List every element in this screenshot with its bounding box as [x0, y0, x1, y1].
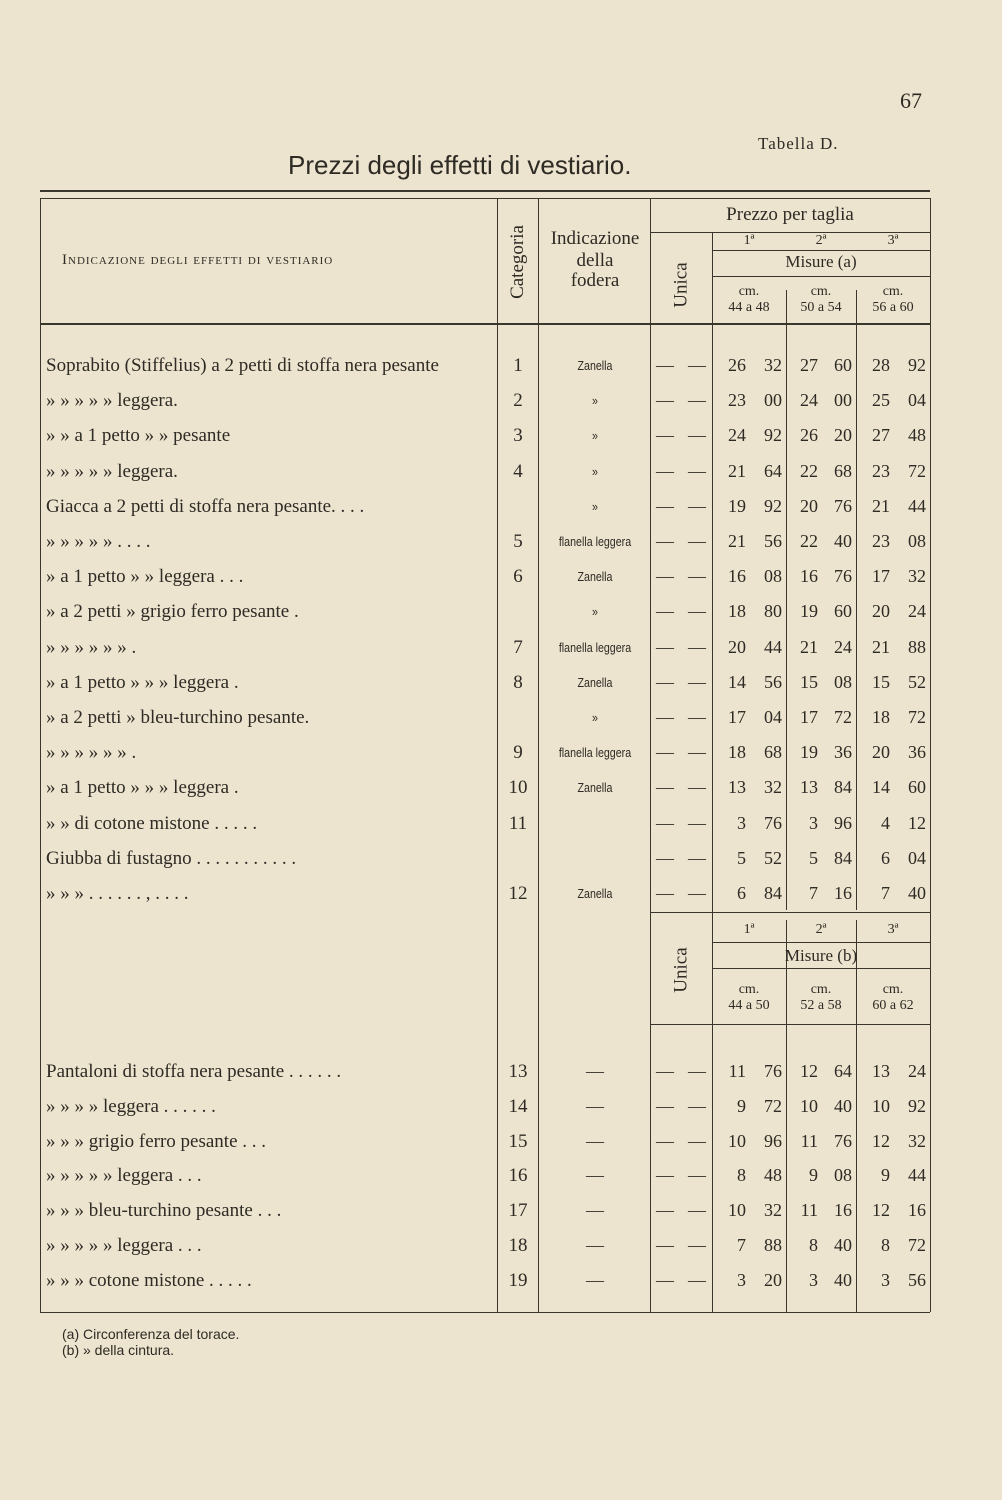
row-price-value: 00: [764, 390, 782, 410]
row-price-value: 92: [764, 425, 782, 445]
row-price-value: 8: [737, 1165, 746, 1185]
row-price-value: 56: [764, 531, 782, 551]
row-price-value: 96: [764, 1131, 782, 1151]
row-fodera: flanella leggera: [558, 640, 632, 655]
row-category: 6: [513, 566, 523, 587]
row-price-value: 14: [728, 672, 746, 692]
row-price-value: 36: [908, 742, 926, 762]
row-fodera: flanella leggera: [558, 745, 632, 760]
row-category: 10: [508, 777, 528, 798]
row-price-value: 40: [834, 1096, 852, 1116]
row-price-value: 08: [764, 566, 782, 586]
row-price-value: 14: [872, 777, 890, 797]
misure-underline: [712, 276, 930, 277]
row-price-value: 8: [809, 1235, 818, 1255]
row-price-value: 40: [834, 1270, 852, 1290]
row-unica-dash: —: [656, 637, 674, 657]
row-price-value: 7: [809, 883, 818, 903]
row-price-value: 76: [834, 566, 852, 586]
row-category: 2: [513, 390, 523, 411]
subheader-bottom-border: [650, 1024, 930, 1025]
left-border: [40, 198, 41, 1312]
row-price-value: 21: [728, 531, 746, 551]
table-top-border: [40, 190, 930, 192]
row-unica-dash: —: [656, 461, 674, 481]
row-price-value: 56: [908, 1270, 926, 1290]
row-price-value: 56: [764, 672, 782, 692]
row-unica-dash: —: [688, 496, 706, 516]
row-unica-dash: —: [656, 777, 674, 797]
row-unica-dash: —: [688, 883, 706, 903]
row-price-value: 72: [834, 707, 852, 727]
row-price-value: 84: [834, 848, 852, 868]
row-price-value: 25: [872, 390, 890, 410]
row-fodera: »: [592, 710, 598, 725]
row-price-value: 44: [908, 496, 926, 516]
row-price-value: 96: [834, 813, 852, 833]
row-category: 16: [508, 1165, 528, 1186]
row-price-value: 48: [764, 1165, 782, 1185]
header-taglia-2: 2ª: [815, 233, 827, 248]
row-price-value: 72: [908, 1235, 926, 1255]
row-fodera: Zanella: [577, 886, 613, 901]
subheader-taglia-2: 2ª: [815, 922, 827, 937]
subheader-taglia-underline: [712, 942, 930, 943]
row-price-value: 08: [908, 531, 926, 551]
row-fodera: Zanella: [577, 358, 613, 373]
row-unica-dash: —: [656, 707, 674, 727]
row-price-value: 18: [728, 601, 746, 621]
row-unica-dash: —: [688, 531, 706, 551]
row-price-value: 11: [728, 1061, 746, 1081]
row-price-value: 21: [728, 461, 746, 481]
subheader-taglia-3: 3ª: [887, 922, 899, 937]
subheader-cm-2: cm.: [810, 982, 832, 997]
row-price-value: 76: [764, 1061, 782, 1081]
row-price-value: 15: [872, 672, 890, 692]
row-price-value: 23: [728, 390, 746, 410]
row-price-value: 22: [800, 461, 818, 481]
row-category: 17: [508, 1200, 528, 1221]
row-price-value: 32: [764, 1200, 782, 1220]
header-fodera-1: Indicazione: [550, 228, 640, 249]
row-unica-dash: —: [656, 1200, 674, 1220]
row-price-value: 17: [728, 707, 746, 727]
row-description: Soprabito (Stiffelius) a 2 petti di stoffa nera pesante: [46, 355, 439, 376]
table-bottom-border: [40, 1312, 930, 1313]
col-divider-cat: [538, 198, 539, 1312]
row-unica-dash: —: [656, 742, 674, 762]
row-fodera: Zanella: [577, 569, 613, 584]
row-price-value: 15: [800, 672, 818, 692]
row-price-value: 72: [908, 461, 926, 481]
row-price-value: 92: [764, 496, 782, 516]
row-unica-dash: —: [688, 1131, 706, 1151]
row-price-value: 8: [881, 1235, 890, 1255]
row-price-value: 27: [872, 425, 890, 445]
row-unica-dash: —: [688, 566, 706, 586]
row-price-value: 18: [728, 742, 746, 762]
row-fodera: Zanella: [577, 780, 613, 795]
row-price-value: 08: [834, 1165, 852, 1185]
header-taglia-3: 3ª: [887, 233, 899, 248]
row-price-value: 10: [728, 1200, 746, 1220]
row-price-value: 24: [908, 1061, 926, 1081]
row-description: » » » grigio ferro pesante . . .: [46, 1131, 267, 1152]
row-price-value: 20: [872, 742, 890, 762]
row-fodera: »: [592, 604, 598, 619]
row-price-value: 32: [908, 1131, 926, 1151]
row-price-value: 84: [834, 777, 852, 797]
row-fodera-dash: —: [586, 1096, 604, 1116]
row-unica-dash: —: [688, 1235, 706, 1255]
row-unica-dash: —: [688, 813, 706, 833]
row-price-value: 5: [737, 848, 746, 868]
row-price-value: 72: [908, 707, 926, 727]
footnote-a: (a) Circonferenza del torace.: [62, 1326, 240, 1342]
row-price-value: 36: [834, 742, 852, 762]
row-price-value: 4: [881, 813, 890, 833]
row-unica-dash: —: [656, 813, 674, 833]
row-unica-dash: —: [688, 1165, 706, 1185]
row-price-value: 04: [908, 390, 926, 410]
row-price-value: 3: [809, 813, 818, 833]
row-fodera-dash: —: [586, 1165, 604, 1185]
row-description: » a 1 petto » » » leggera .: [46, 777, 239, 798]
row-category: 18: [508, 1235, 528, 1256]
row-price-value: 24: [834, 637, 852, 657]
row-fodera: flanella leggera: [558, 534, 632, 549]
subheader-cm-1: cm.: [738, 982, 760, 997]
header-fodera-3: fodera: [570, 270, 620, 291]
row-price-value: 19: [800, 601, 818, 621]
subheader-unica: Unica: [671, 947, 692, 993]
header-taglia-1: 1ª: [743, 233, 755, 248]
row-price-value: 9: [737, 1096, 746, 1116]
row-price-value: 80: [764, 601, 782, 621]
header-unica: Unica: [671, 262, 692, 308]
row-price-value: 10: [872, 1096, 890, 1116]
row-category: 8: [513, 672, 523, 693]
subheader-misure-underline: [712, 968, 930, 969]
row-description: » » » . . . . . . , . . . .: [46, 883, 189, 904]
row-price-value: 10: [800, 1096, 818, 1116]
row-price-value: 9: [809, 1165, 818, 1185]
row-description: » » di cotone mistone . . . . .: [46, 813, 258, 834]
row-unica-dash: —: [656, 1131, 674, 1151]
row-price-value: 64: [834, 1061, 852, 1081]
header-misure-a: Misure (a): [785, 252, 857, 271]
header-cm-3: cm.: [882, 284, 904, 299]
row-price-value: 88: [764, 1235, 782, 1255]
row-price-value: 21: [800, 637, 818, 657]
row-price-value: 04: [764, 707, 782, 727]
row-price-value: 17: [800, 707, 818, 727]
row-price-value: 32: [764, 777, 782, 797]
row-price-value: 44: [908, 1165, 926, 1185]
row-unica-dash: —: [656, 1165, 674, 1185]
row-fodera-dash: —: [586, 1061, 604, 1081]
header-categoria-cell: [500, 225, 536, 299]
row-unica-dash: —: [688, 355, 706, 375]
row-description: » » » » » leggera . . .: [46, 1165, 202, 1186]
header-range-a-2: 50 a 54: [800, 300, 842, 315]
row-price-value: 16: [728, 566, 746, 586]
row-category: 5: [513, 531, 523, 552]
row-price-value: 12: [908, 813, 926, 833]
row-price-value: 68: [764, 742, 782, 762]
row-price-value: 92: [908, 1096, 926, 1116]
row-price-value: 20: [800, 496, 818, 516]
row-price-value: 68: [834, 461, 852, 481]
row-description: Giubba di fustagno . . . . . . . . . . .: [46, 848, 297, 869]
row-unica-dash: —: [688, 1200, 706, 1220]
row-price-value: 7: [737, 1235, 746, 1255]
taglia-underline: [712, 250, 930, 251]
row-fodera: »: [592, 393, 598, 408]
row-fodera-dash: —: [586, 1200, 604, 1220]
row-price-value: 3: [737, 1270, 746, 1290]
row-category: 9: [513, 742, 523, 763]
row-description: » » » » » leggera.: [46, 461, 178, 482]
row-price-value: 26: [800, 425, 818, 445]
row-category: 15: [508, 1131, 528, 1152]
row-price-value: 16: [908, 1200, 926, 1220]
row-price-value: 27: [800, 355, 818, 375]
row-price-value: 18: [872, 707, 890, 727]
row-price-value: 22: [800, 531, 818, 551]
row-price-value: 08: [834, 672, 852, 692]
row-unica-dash: —: [688, 1061, 706, 1081]
row-price-value: 88: [908, 637, 926, 657]
row-price-value: 52: [764, 848, 782, 868]
row-price-value: 00: [834, 390, 852, 410]
row-unica-dash: —: [688, 848, 706, 868]
row-unica-dash: —: [656, 1061, 674, 1081]
row-description: Pantaloni di stoffa nera pesante . . . . . .: [46, 1061, 342, 1082]
row-description: » » » » » » .: [46, 637, 137, 658]
row-unica-dash: —: [656, 1235, 674, 1255]
row-unica-dash: —: [656, 601, 674, 621]
row-fodera: Zanella: [577, 675, 613, 690]
row-price-value: 76: [764, 813, 782, 833]
row-description: » » » » » leggera.: [46, 390, 178, 411]
row-fodera: »: [592, 499, 598, 514]
row-price-value: 60: [834, 601, 852, 621]
row-price-value: 04: [908, 848, 926, 868]
row-price-value: 3: [809, 1270, 818, 1290]
row-price-value: 21: [872, 637, 890, 657]
row-price-value: 19: [800, 742, 818, 762]
subheader-range-b-2: 52 a 58: [800, 998, 842, 1013]
header-unica-cell: [662, 262, 702, 308]
page-title: Prezzi degli effetti di vestiario.: [288, 150, 632, 180]
row-price-value: 16: [834, 1200, 852, 1220]
row-price-value: 3: [737, 813, 746, 833]
subheader-top-border: [650, 912, 930, 913]
row-price-value: 28: [872, 355, 890, 375]
header-categoria: Categoria: [507, 225, 529, 299]
header-cm-2: cm.: [810, 284, 832, 299]
row-unica-dash: —: [656, 566, 674, 586]
header-prezzo: Prezzo per taglia: [726, 204, 854, 225]
row-unica-dash: —: [688, 707, 706, 727]
row-unica-dash: —: [656, 848, 674, 868]
row-category: 14: [508, 1096, 528, 1117]
row-fodera: »: [592, 428, 598, 443]
header-indicazione: Indicazione degli effetti di vestiario: [62, 252, 334, 268]
subheader-range-b-1: 44 a 50: [728, 998, 770, 1013]
row-price-value: 10: [728, 1131, 746, 1151]
row-unica-dash: —: [688, 461, 706, 481]
row-price-value: 72: [764, 1096, 782, 1116]
row-category: 11: [508, 813, 528, 834]
row-price-value: 11: [800, 1200, 818, 1220]
row-price-value: 44: [764, 637, 782, 657]
right-border: [930, 198, 931, 1312]
row-unica-dash: —: [656, 390, 674, 410]
row-price-value: 20: [872, 601, 890, 621]
row-unica-dash: —: [688, 390, 706, 410]
row-price-value: 40: [908, 883, 926, 903]
row-category: 19: [508, 1270, 528, 1291]
row-price-value: 12: [800, 1061, 818, 1081]
row-category: 3: [513, 425, 523, 446]
row-description: » » » cotone mistone . . . . .: [46, 1270, 252, 1291]
row-price-value: 23: [872, 461, 890, 481]
row-description: » » » » » » .: [46, 742, 137, 763]
header-cm-1: cm.: [738, 284, 760, 299]
subheader-unica-cell: [662, 947, 702, 993]
row-unica-dash: —: [688, 425, 706, 445]
row-price-value: 76: [834, 1131, 852, 1151]
row-unica-dash: —: [688, 672, 706, 692]
page-number: 67: [900, 88, 922, 113]
row-price-value: 19: [728, 496, 746, 516]
row-price-value: 40: [834, 531, 852, 551]
row-description: » a 2 petti » grigio ferro pesante .: [46, 601, 299, 622]
row-price-value: 20: [764, 1270, 782, 1290]
subheader-range-b-3: 60 a 62: [872, 998, 914, 1013]
row-description: » » » » » . . . .: [46, 531, 151, 552]
row-unica-dash: —: [688, 777, 706, 797]
row-unica-dash: —: [656, 883, 674, 903]
row-unica-dash: —: [688, 1270, 706, 1290]
row-price-value: 13: [872, 1061, 890, 1081]
row-price-value: 17: [872, 566, 890, 586]
row-category: 13: [508, 1061, 528, 1082]
row-price-value: 12: [872, 1131, 890, 1151]
row-price-value: 12: [872, 1200, 890, 1220]
row-price-value: 16: [800, 566, 818, 586]
row-price-value: 84: [764, 883, 782, 903]
row-category: 7: [513, 637, 523, 658]
row-description: » a 1 petto » » » leggera .: [46, 672, 239, 693]
row-unica-dash: —: [688, 1096, 706, 1116]
row-price-value: 6: [881, 848, 890, 868]
row-unica-dash: —: [656, 1270, 674, 1290]
row-unica-dash: —: [656, 355, 674, 375]
row-description: » » » bleu-turchino pesante . . .: [46, 1200, 282, 1221]
row-price-value: 24: [908, 601, 926, 621]
row-unica-dash: —: [656, 672, 674, 692]
row-price-value: 20: [728, 637, 746, 657]
row-price-value: 13: [800, 777, 818, 797]
row-price-value: 16: [834, 883, 852, 903]
row-description: » » a 1 petto » » pesante: [46, 425, 231, 446]
subheader-cm-3: cm.: [882, 982, 904, 997]
row-category: 4: [513, 461, 523, 482]
row-price-value: 9: [881, 1165, 890, 1185]
row-category: 1: [513, 355, 523, 376]
row-price-value: 24: [728, 425, 746, 445]
footnote-b: (b) » della cintura.: [62, 1342, 175, 1358]
row-price-value: 32: [764, 355, 782, 375]
row-unica-dash: —: [656, 1096, 674, 1116]
row-price-value: 13: [728, 777, 746, 797]
row-unica-dash: —: [656, 496, 674, 516]
row-price-value: 40: [834, 1235, 852, 1255]
row-description: » a 2 petti » bleu-turchino pesante.: [46, 707, 310, 728]
row-description: » a 1 petto » » leggera . . .: [46, 566, 244, 587]
row-unica-dash: —: [688, 601, 706, 621]
row-fodera: »: [592, 464, 598, 479]
row-price-value: 52: [908, 672, 926, 692]
row-unica-dash: —: [688, 742, 706, 762]
row-price-value: 32: [908, 566, 926, 586]
row-price-value: 24: [800, 390, 818, 410]
row-price-value: 60: [834, 355, 852, 375]
row-description: » » » » » leggera . . .: [46, 1235, 202, 1256]
row-price-value: 11: [800, 1131, 818, 1151]
row-price-value: 7: [881, 883, 890, 903]
row-price-value: 23: [872, 531, 890, 551]
row-price-value: 64: [764, 461, 782, 481]
row-price-value: 76: [834, 496, 852, 516]
row-price-value: 3: [881, 1270, 890, 1290]
row-fodera-dash: —: [586, 1270, 604, 1290]
row-price-value: 5: [809, 848, 818, 868]
row-price-value: 60: [908, 777, 926, 797]
subheader-taglia-1: 1ª: [743, 922, 755, 937]
row-price-value: 92: [908, 355, 926, 375]
row-price-value: 48: [908, 425, 926, 445]
row-price-value: 6: [737, 883, 746, 903]
row-fodera-dash: —: [586, 1235, 604, 1255]
row-category: 12: [508, 883, 528, 904]
row-description: » » » » leggera . . . . . .: [46, 1096, 216, 1117]
table-top-border-inner: [40, 198, 930, 199]
row-description: Giacca a 2 petti di stoffa nera pesante. . . .: [46, 496, 365, 517]
table-reference: Tabella D.: [758, 134, 839, 153]
row-unica-dash: —: [656, 531, 674, 551]
header-bottom-border: [40, 323, 930, 325]
row-price-value: 20: [834, 425, 852, 445]
row-price-value: 26: [728, 355, 746, 375]
row-price-value: 21: [872, 496, 890, 516]
header-fodera-2: della: [576, 250, 614, 271]
subheader-misure-b: Misure (b): [784, 946, 858, 965]
row-unica-dash: —: [656, 425, 674, 445]
row-unica-dash: —: [688, 637, 706, 657]
header-range-a-1: 44 a 48: [728, 300, 770, 315]
header-range-a-3: 56 a 60: [872, 300, 914, 315]
row-fodera-dash: —: [586, 1131, 604, 1151]
